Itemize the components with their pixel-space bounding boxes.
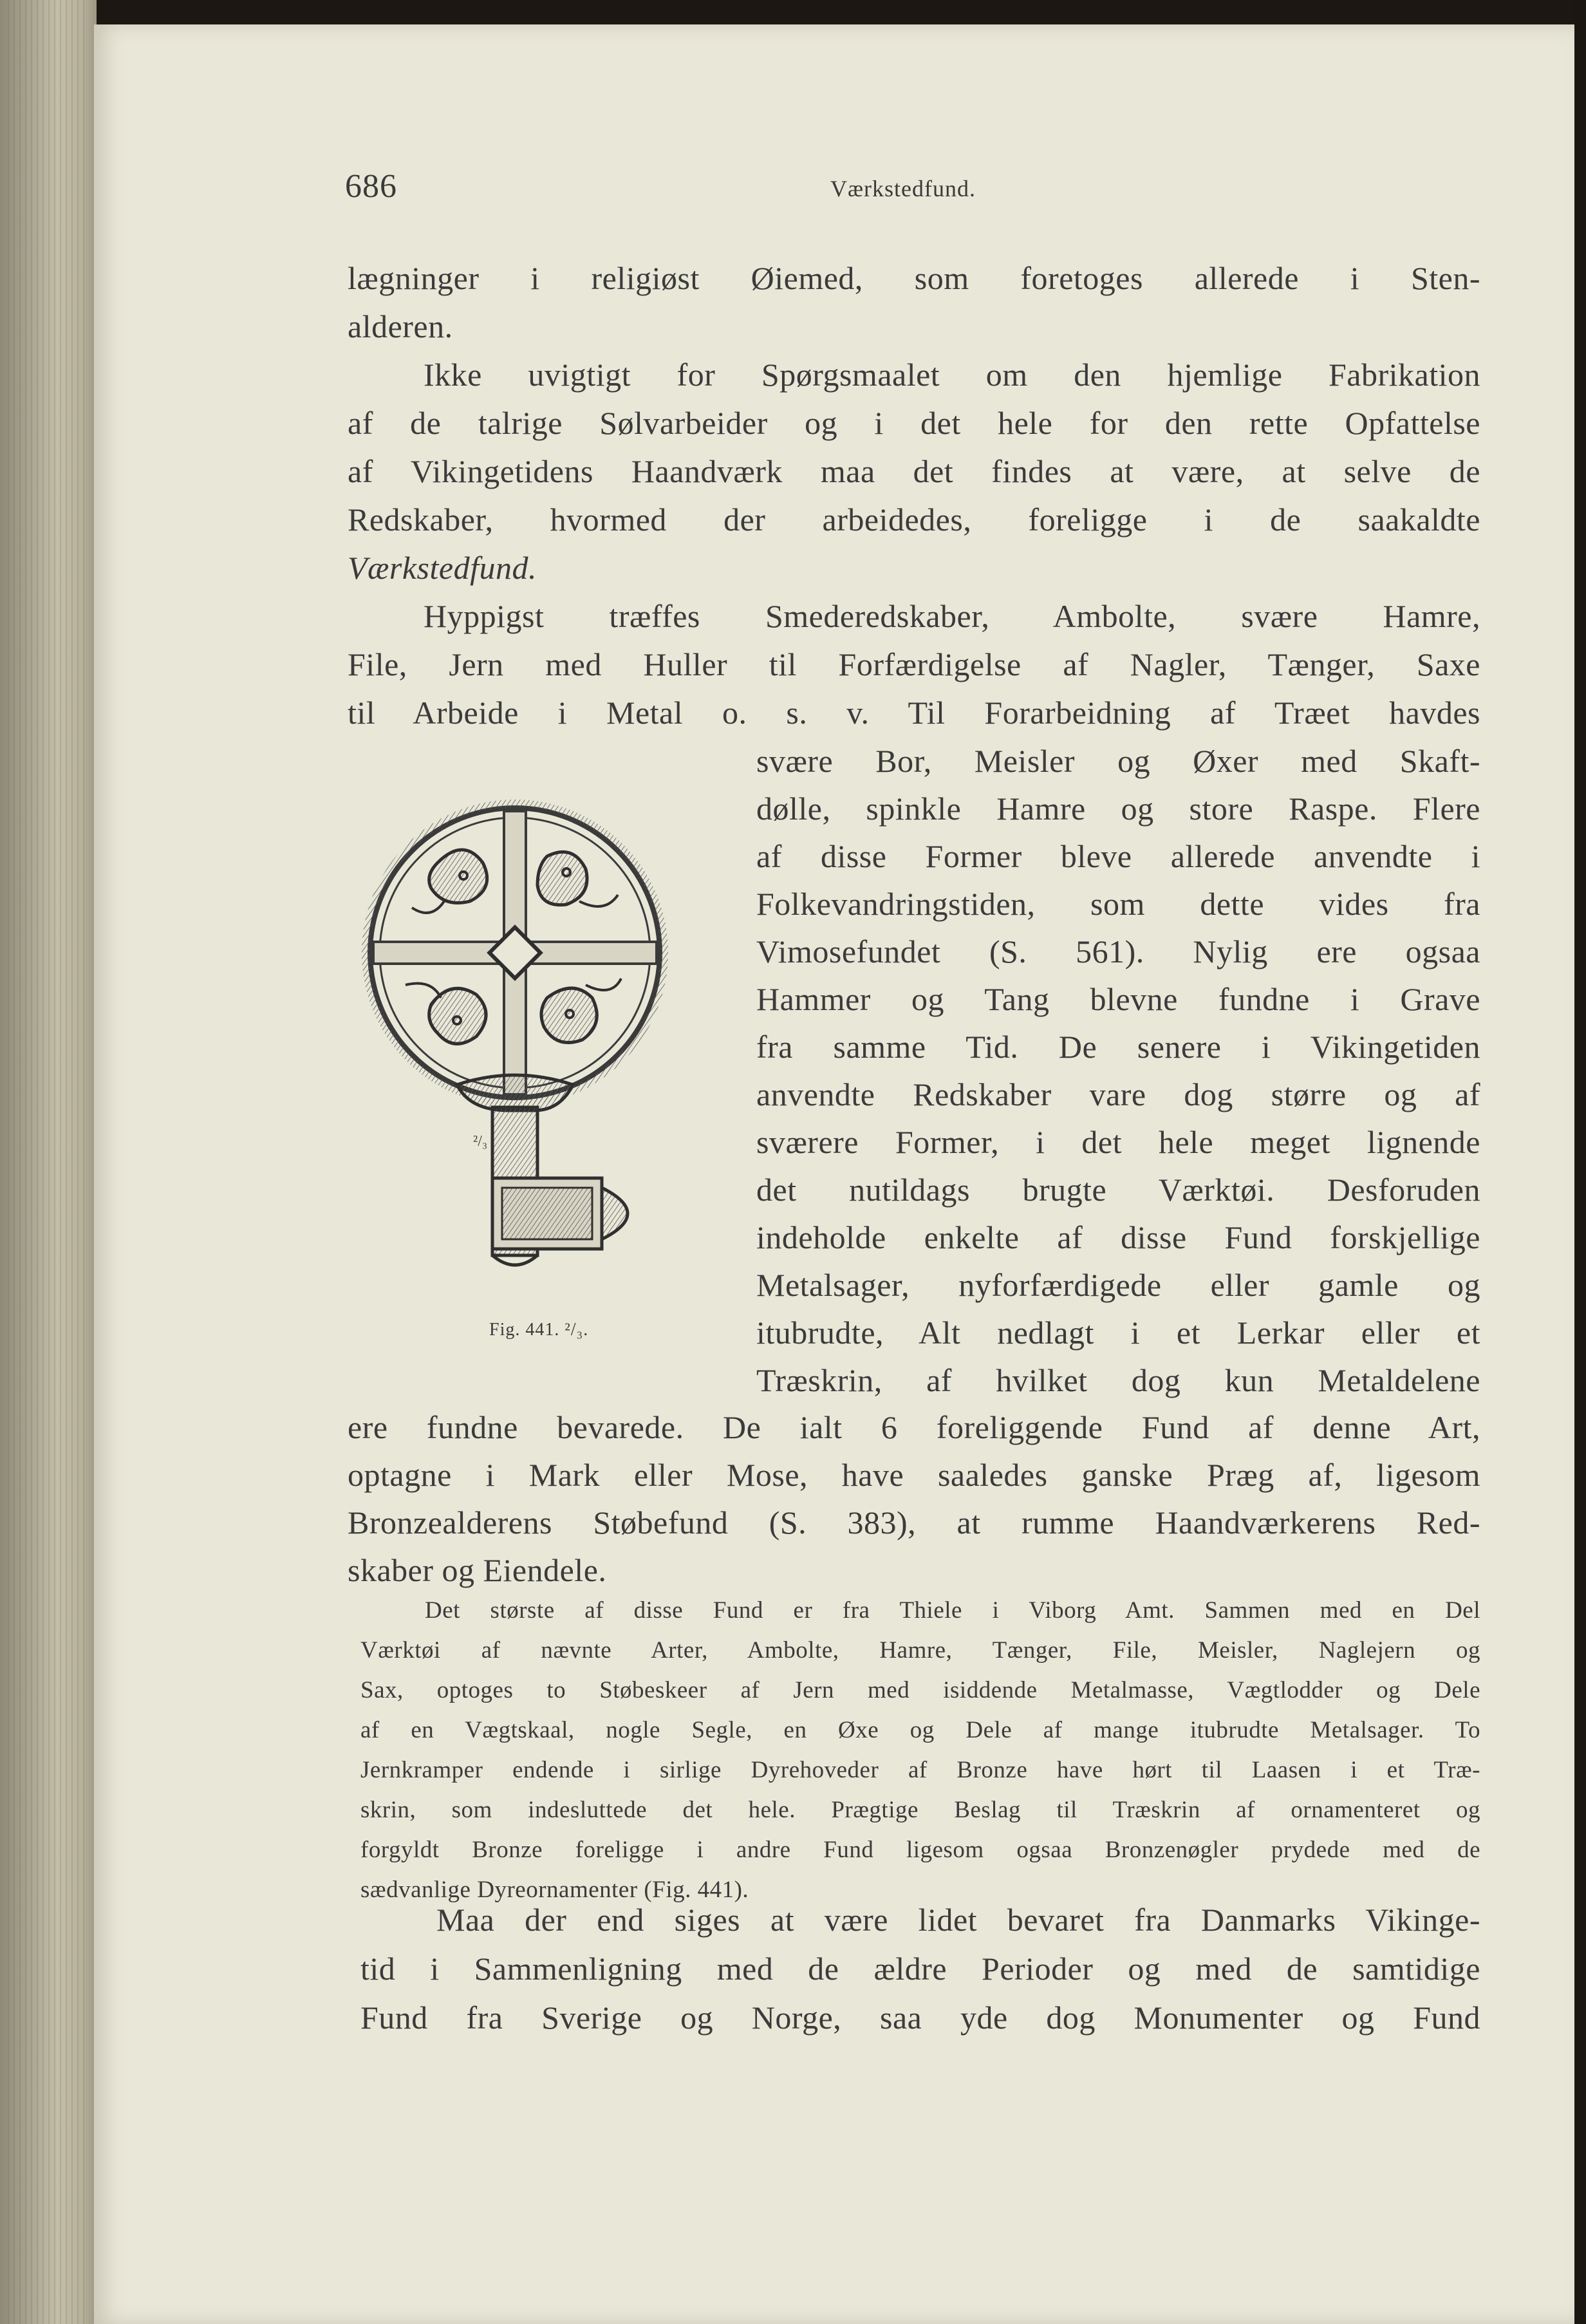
note-line: forgyldt Bronze foreligge i andre Fund ligesom ogsaa Bronzenøgler prydede med de	[360, 1837, 1480, 1863]
note-line: Sax, optoges to Støbeskeer af Jern med isiddende Metalmasse, Vægtlodder og Dele	[360, 1677, 1480, 1703]
note-line: sædvanlige Dyreornamenter (Fig. 441).	[360, 1877, 749, 1903]
text-line: Metalsager, nyforfærdigede eller gamle og	[756, 1267, 1480, 1303]
note-line: Jernkramper endende i sirlige Dyrehoveder af Bronze have hørt til Laasen i et Træ-	[360, 1757, 1480, 1783]
text-line-italic: Værkstedfund.	[348, 550, 537, 586]
text-line: Hammer og Tang blevne fundne i Grave	[756, 981, 1480, 1017]
text-line: optagne i Mark eller Mose, have saaledes ganske Præg af, ligesom	[348, 1457, 1480, 1493]
text-line: indeholde enkelte af disse Fund forskjellige	[756, 1219, 1480, 1255]
figure-caption: Fig. 441. ²/₃.	[489, 1320, 589, 1340]
text-line: skaber og Eiendele.	[348, 1552, 607, 1588]
text-line: det nutildags brugte Værktøi. Desforuden	[756, 1172, 1480, 1208]
figure-441-drawing	[360, 792, 669, 1307]
text-line: fra samme Tid. De senere i Vikingetiden	[756, 1029, 1480, 1065]
ornamental-bronze-key-icon	[360, 792, 669, 1307]
book-spine-edge	[0, 0, 97, 2324]
text-line: File, Jern med Huller til Forfærdigelse af Nagler, Tænger, Saxe	[348, 646, 1480, 682]
text-line: sværere Former, i det hele meget lignende	[756, 1124, 1480, 1160]
header-title: Værkstedfund.	[830, 176, 976, 201]
note-line: Det største af disse Fund er fra Thiele i Viborg Amt. Sammen med en Del	[425, 1597, 1480, 1624]
text-line: ere fundne bevarede. De ialt 6 foreliggende Fund af denne Art,	[348, 1409, 1480, 1445]
text-line: Redskaber, hvormed der arbeidedes, foreligge i de saakaldte	[348, 501, 1480, 538]
text-line: svære Bor, Meisler og Øxer med Skaft-	[756, 743, 1480, 779]
page-edges	[8, 0, 85, 2324]
text-line: itubrudte, Alt nedlagt i et Lerkar eller et	[756, 1315, 1480, 1351]
text-line: Hyppigst træffes Smederedskaber, Ambolte, svære Hamre,	[424, 598, 1480, 634]
text-line: Bronzealderens Støbefund (S. 383), at rumme Haandværkerens Red-	[348, 1504, 1480, 1541]
text-line: lægninger i religiøst Øiemed, som foretoges allerede i Sten-	[348, 260, 1480, 296]
text-line: Ikke uvigtigt for Spørgsmaalet om den hjemlige Fabrikation	[424, 357, 1480, 393]
text-line: Maa der end siges at være lidet bevaret fra Danmarks Vikinge-	[436, 1902, 1480, 1938]
text-line: af Vikingetidens Haandværk maa det findes at være, at selve de	[348, 453, 1480, 489]
scan-border	[1574, 0, 1586, 2324]
running-head	[0, 167, 1586, 219]
note-line: skrin, som indesluttede det hele. Prægtige Beslag til Træskrin af ornamenteret og	[360, 1797, 1480, 1823]
text-line: Vimosefundet (S. 561). Nylig ere ogsaa	[756, 933, 1480, 970]
text-line: til Arbeide i Metal o. s. v. Til Forarbeidning af Træet havdes	[348, 695, 1480, 731]
text-line: af disse Former bleve allerede anvendte i	[756, 838, 1480, 874]
text-line: af de talrige Sølvarbeider og i det hele for den rette Opfattelse	[348, 405, 1480, 441]
note-line: af en Vægtskaal, nogle Segle, en Øxe og Dele af mange itubrudte Metalsager. To	[360, 1717, 1480, 1743]
text-line: Fund fra Sverige og Norge, saa yde dog Monumenter og Fund	[360, 2000, 1480, 2036]
figure-scale-mark: ²/₃	[473, 1133, 488, 1150]
note-line: Værktøi af nævnte Arter, Ambolte, Hamre, Tænger, File, Meisler, Naglejern og	[360, 1637, 1480, 1663]
text-line: alderen.	[348, 308, 453, 344]
text-line: Folkevandringstiden, som dette vides fra	[756, 886, 1480, 922]
text-line: Træskrin, af hvilket dog kun Metaldelene	[756, 1362, 1480, 1398]
text-line: anvendte Redskaber vare dog større og af	[756, 1076, 1480, 1112]
page-number: 686	[345, 168, 397, 205]
text-line: dølle, spinkle Hamre og store Raspe. Flere	[756, 791, 1480, 827]
text-line: tid i Sammenligning med de ældre Perioder og med de samtidige	[360, 1951, 1480, 1987]
